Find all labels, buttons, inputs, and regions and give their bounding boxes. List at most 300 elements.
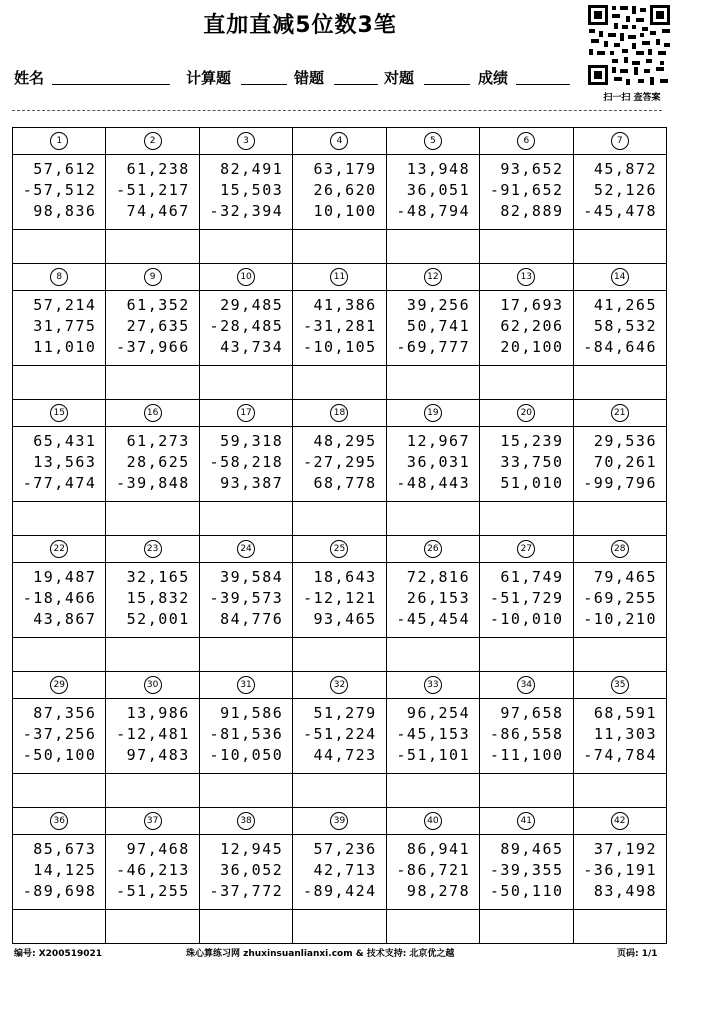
problem-number-cell: [480, 400, 573, 427]
problem-operand: -51,224: [302, 725, 377, 743]
problem-number-badge: 40: [424, 812, 442, 830]
problem-operand: -91,652: [489, 181, 564, 199]
problem-number-badge: 7: [611, 132, 629, 150]
problem-number-cell: [293, 400, 386, 427]
problem-row: [13, 699, 667, 774]
answer-row: [13, 910, 667, 944]
problem-number-badge: 1: [50, 132, 68, 150]
problem-operand: 27,635: [126, 317, 190, 335]
answer-box[interactable]: [106, 366, 199, 400]
problem-cell: [106, 155, 199, 230]
answer-box[interactable]: [573, 638, 666, 672]
answer-box[interactable]: [386, 638, 479, 672]
problem-operand: 74,467: [126, 202, 190, 220]
problem-cell: [293, 291, 386, 366]
problem-operand: 98,278: [406, 882, 471, 900]
answer-box[interactable]: [293, 910, 386, 944]
qr-code[interactable]: [586, 3, 672, 87]
problem-operand: 97,483: [126, 746, 190, 764]
answer-box[interactable]: [106, 774, 199, 808]
answer-box[interactable]: [13, 366, 106, 400]
problem-operand: 11,010: [33, 338, 97, 356]
count-label: 计算题: [186, 69, 232, 87]
problem-cell: [199, 291, 292, 366]
problem-number-cell: [386, 264, 479, 291]
answer-box[interactable]: [386, 774, 479, 808]
answer-box[interactable]: [199, 366, 292, 400]
problem-number-cell: [106, 536, 199, 563]
problem-operand: 93,387: [220, 474, 284, 492]
problem-operand: 51,279: [313, 704, 377, 722]
problem-number-badge: 32: [330, 676, 348, 694]
problem-operand: -74,784: [583, 746, 657, 764]
problem-number-badge: 36: [50, 812, 68, 830]
problem-operand: -45,478: [583, 202, 657, 220]
problem-number-cell: [293, 264, 386, 291]
problem-cell: [293, 155, 386, 230]
problem-cell: [573, 563, 666, 638]
problem-operand: -32,394: [209, 202, 284, 220]
answer-box[interactable]: [293, 366, 386, 400]
problem-number-cell: [480, 672, 573, 699]
problem-operand: -51,255: [116, 882, 190, 900]
problem-number-badge: 41: [517, 812, 535, 830]
problem-operand: -12,121: [302, 589, 377, 607]
problem-row: [13, 291, 667, 366]
problem-number-badge: 23: [144, 540, 162, 558]
problem-cell: [293, 427, 386, 502]
problem-cell: [13, 699, 106, 774]
problem-number-cell: [199, 264, 292, 291]
problem-number-badge: 25: [330, 540, 348, 558]
score-label: 成绩: [478, 69, 509, 87]
problem-operand: -10,105: [302, 338, 377, 356]
problem-cell: [386, 291, 479, 366]
problem-number-cell: [573, 536, 666, 563]
problem-operand: 15,503: [220, 181, 284, 199]
problem-operand: 97,468: [126, 840, 190, 858]
problem-number-cell: [573, 672, 666, 699]
problem-operand: 36,052: [220, 861, 284, 879]
problem-cell: [480, 563, 573, 638]
problem-cell: [480, 155, 573, 230]
problem-operand: -48,443: [396, 474, 471, 492]
problem-operand: 89,465: [500, 840, 564, 858]
problem-cell: [13, 835, 106, 910]
problem-operand: 12,945: [220, 840, 284, 858]
answer-box[interactable]: [106, 910, 199, 944]
problem-number-cell: [199, 400, 292, 427]
answer-box[interactable]: [293, 638, 386, 672]
problem-operand: 82,491: [220, 160, 284, 178]
problem-number-badge: 33: [424, 676, 442, 694]
answer-box[interactable]: [386, 366, 479, 400]
problem-number-badge: 9: [144, 268, 162, 286]
problem-operand: 57,612: [33, 160, 97, 178]
answer-row: [13, 366, 667, 400]
problem-operand: 36,031: [406, 453, 471, 471]
problem-number-badge: 11: [330, 268, 348, 286]
problem-cell: [386, 155, 479, 230]
answer-box[interactable]: [573, 910, 666, 944]
answer-row: [13, 638, 667, 672]
problem-cell: [13, 291, 106, 366]
problem-operand: -31,281: [302, 317, 377, 335]
problem-operand: 44,723: [313, 746, 377, 764]
problem-operand: 39,256: [406, 296, 471, 314]
problem-cell: [573, 291, 666, 366]
answer-row: [13, 230, 667, 264]
problem-operand: -45,454: [396, 610, 471, 628]
cut-line: [12, 110, 662, 111]
answer-box[interactable]: [386, 910, 479, 944]
problem-row: [13, 427, 667, 502]
problem-operand: 52,126: [593, 181, 657, 199]
problem-cell: [13, 155, 106, 230]
problem-cell: [573, 155, 666, 230]
problem-number-cell: [199, 672, 292, 699]
problem-operand: 18,643: [313, 568, 377, 586]
problem-operand: 63,179: [313, 160, 377, 178]
problem-number-cell: [13, 536, 106, 563]
problem-number-badge: 37: [144, 812, 162, 830]
problem-operand: 61,238: [126, 160, 190, 178]
problem-operand: -39,848: [116, 474, 190, 492]
problem-number-badge: 15: [50, 404, 68, 422]
right-label: 对题: [384, 69, 415, 87]
problem-number-badge: 2: [144, 132, 162, 150]
problem-cell: [480, 291, 573, 366]
problem-operand: 45,872: [593, 160, 657, 178]
problem-number-cell: [13, 808, 106, 835]
problem-operand: 51,010: [500, 474, 564, 492]
problem-operand: 82,889: [500, 202, 564, 220]
problem-operand: -69,777: [396, 338, 471, 356]
problem-number-badge: 16: [144, 404, 162, 422]
problem-number-badge: 39: [330, 812, 348, 830]
problem-cell: [199, 699, 292, 774]
problem-cell: [293, 699, 386, 774]
answer-box[interactable]: [573, 366, 666, 400]
problem-operand: 13,986: [126, 704, 190, 722]
problem-number-row: [13, 264, 667, 291]
problem-number-cell: [13, 672, 106, 699]
problem-operand: 98,836: [33, 202, 97, 220]
problem-number-cell: [106, 672, 199, 699]
problem-operand: 36,051: [406, 181, 471, 199]
problem-operand: 13,563: [33, 453, 97, 471]
problem-operand: 41,386: [313, 296, 377, 314]
problem-operand: -48,794: [396, 202, 471, 220]
problem-operand: 14,125: [33, 861, 97, 879]
problem-operand: -39,355: [489, 861, 564, 879]
problem-operand: -51,101: [396, 746, 471, 764]
answer-box[interactable]: [480, 910, 573, 944]
problem-number-cell: [386, 128, 479, 155]
problem-cell: [573, 427, 666, 502]
problem-number-badge: 28: [611, 540, 629, 558]
problem-cell: [480, 699, 573, 774]
problem-operand: 42,713: [313, 861, 377, 879]
problem-operand: 61,352: [126, 296, 190, 314]
problem-operand: -12,481: [116, 725, 190, 743]
answer-box[interactable]: [199, 502, 292, 536]
problem-number-badge: 19: [424, 404, 442, 422]
answer-row: [13, 774, 667, 808]
problem-number-cell: [386, 808, 479, 835]
problem-number-badge: 34: [517, 676, 535, 694]
problem-operand: -89,424: [302, 882, 377, 900]
problem-operand: 59,318: [220, 432, 284, 450]
problem-operand: 58,532: [593, 317, 657, 335]
answer-box[interactable]: [573, 502, 666, 536]
problem-operand: -77,474: [22, 474, 97, 492]
problem-operand: -37,966: [116, 338, 190, 356]
problem-number-cell: [13, 128, 106, 155]
count-field[interactable]: [241, 84, 287, 85]
answer-box[interactable]: [13, 502, 106, 536]
answer-box[interactable]: [13, 910, 106, 944]
problem-operand: 68,591: [593, 704, 657, 722]
problem-operand: -81,536: [209, 725, 284, 743]
problem-operand: -58,218: [209, 453, 284, 471]
problem-cell: [199, 835, 292, 910]
problem-cell: [13, 427, 106, 502]
problem-operand: -28,485: [209, 317, 284, 335]
problem-operand: 86,941: [406, 840, 471, 858]
problem-row: [13, 563, 667, 638]
problem-number-cell: [386, 400, 479, 427]
problem-operand: 93,465: [313, 610, 377, 628]
problem-number-cell: [293, 128, 386, 155]
problem-cell: [293, 835, 386, 910]
problem-number-row: [13, 536, 667, 563]
problem-operand: 72,816: [406, 568, 471, 586]
problem-operand: 50,741: [406, 317, 471, 335]
problem-operand: -86,558: [489, 725, 564, 743]
problem-cell: [106, 835, 199, 910]
wrong-field[interactable]: [334, 84, 378, 85]
problem-operand: 84,776: [220, 610, 284, 628]
problem-number-badge: 27: [517, 540, 535, 558]
problem-operand: -69,255: [583, 589, 657, 607]
problem-operand: 65,431: [33, 432, 97, 450]
right-field[interactable]: [424, 84, 470, 85]
problem-operand: 43,867: [33, 610, 97, 628]
problem-operand: -51,729: [489, 589, 564, 607]
problem-operand: 52,001: [126, 610, 190, 628]
problem-cell: [386, 563, 479, 638]
problem-number-cell: [106, 400, 199, 427]
problem-operand: 29,485: [220, 296, 284, 314]
problem-operand: 32,165: [126, 568, 190, 586]
problem-operand: -86,721: [396, 861, 471, 879]
problem-cell: [106, 563, 199, 638]
problem-cell: [386, 427, 479, 502]
problem-number-badge: 22: [50, 540, 68, 558]
problem-operand: 87,356: [33, 704, 97, 722]
problem-operand: 12,967: [406, 432, 471, 450]
answer-box[interactable]: [480, 502, 573, 536]
problem-number-cell: [573, 400, 666, 427]
problem-number-row: [13, 400, 667, 427]
problem-operand: -50,110: [489, 882, 564, 900]
problem-operand: -37,772: [209, 882, 284, 900]
problem-operand: -10,010: [489, 610, 564, 628]
problem-number-badge: 38: [237, 812, 255, 830]
answer-box[interactable]: [199, 774, 292, 808]
problem-operand: 61,749: [500, 568, 564, 586]
problem-operand: -84,646: [583, 338, 657, 356]
problem-cell: [386, 699, 479, 774]
problem-operand: 15,239: [500, 432, 564, 450]
problem-operand: 68,778: [313, 474, 377, 492]
problem-operand: 57,214: [33, 296, 97, 314]
problem-operand: -11,100: [489, 746, 564, 764]
problem-cell: [573, 835, 666, 910]
answer-box[interactable]: [13, 774, 106, 808]
answer-box[interactable]: [199, 230, 292, 264]
problem-number-cell: [573, 264, 666, 291]
problem-operand: 93,652: [500, 160, 564, 178]
student-info-row: [14, 64, 584, 90]
problem-operand: 48,295: [313, 432, 377, 450]
problem-operand: 96,254: [406, 704, 471, 722]
problem-number-cell: [199, 128, 292, 155]
problem-operand: -10,050: [209, 746, 284, 764]
problem-number-cell: [106, 128, 199, 155]
problem-operand: 39,584: [220, 568, 284, 586]
problem-operand: 83,498: [593, 882, 657, 900]
answer-box[interactable]: [293, 774, 386, 808]
problem-number-badge: 17: [237, 404, 255, 422]
problem-operand: -57,512: [22, 181, 97, 199]
problem-number-cell: [480, 264, 573, 291]
problem-number-badge: 4: [330, 132, 348, 150]
answer-box[interactable]: [573, 774, 666, 808]
answer-box[interactable]: [293, 502, 386, 536]
problem-number-badge: 14: [611, 268, 629, 286]
problem-number-badge: 3: [237, 132, 255, 150]
problem-number-row: [13, 128, 667, 155]
problem-number-cell: [480, 536, 573, 563]
name-field[interactable]: [52, 84, 170, 85]
problem-operand: 33,750: [500, 453, 564, 471]
problem-cell: [199, 155, 292, 230]
problem-number-cell: [106, 808, 199, 835]
problem-cell: [293, 563, 386, 638]
score-field[interactable]: [516, 84, 570, 85]
problem-operand: 37,192: [593, 840, 657, 858]
answer-box[interactable]: [199, 910, 292, 944]
problem-operand: -36,191: [583, 861, 657, 879]
problem-operand: 19,487: [33, 568, 97, 586]
problem-operand: 97,658: [500, 704, 564, 722]
answer-row: [13, 502, 667, 536]
page-title: 直加直减5位数3笔: [203, 13, 397, 38]
problem-number-cell: [106, 264, 199, 291]
problem-operand: 28,625: [126, 453, 190, 471]
answer-box[interactable]: [480, 230, 573, 264]
problem-operand: 31,775: [33, 317, 97, 335]
problem-cell: [13, 563, 106, 638]
problem-row: [13, 155, 667, 230]
problem-operand: -51,217: [116, 181, 190, 199]
answer-box[interactable]: [199, 638, 292, 672]
problem-number-row: [13, 808, 667, 835]
wrong-label: 错题: [294, 69, 325, 87]
problem-operand: 15,832: [126, 589, 190, 607]
problem-operand: -89,698: [22, 882, 97, 900]
answer-box[interactable]: [386, 230, 479, 264]
problem-number-badge: 21: [611, 404, 629, 422]
answer-box[interactable]: [13, 638, 106, 672]
problem-number-cell: [386, 536, 479, 563]
problem-cell: [106, 291, 199, 366]
problem-operand: -10,210: [583, 610, 657, 628]
footer-page: 页码: 1/1: [617, 949, 658, 959]
problem-number-cell: [13, 400, 106, 427]
problem-row: [13, 835, 667, 910]
problem-cell: [199, 427, 292, 502]
problem-number-cell: [573, 128, 666, 155]
problem-cell: [106, 427, 199, 502]
problem-cell: [480, 835, 573, 910]
name-label: 姓名: [14, 69, 45, 87]
answer-box[interactable]: [106, 230, 199, 264]
answer-box[interactable]: [106, 638, 199, 672]
answer-box[interactable]: [13, 230, 106, 264]
problem-operand: 29,536: [593, 432, 657, 450]
problem-cell: [106, 699, 199, 774]
problem-number-badge: 42: [611, 812, 629, 830]
problem-operand: 85,673: [33, 840, 97, 858]
answer-box[interactable]: [480, 774, 573, 808]
problem-operand: -18,466: [22, 589, 97, 607]
problem-operand: -50,100: [22, 746, 97, 764]
footer-site: 珠心算练习网 zhuxinsuanlianxi.com & 技术支持: 北京优之越: [186, 949, 455, 959]
problem-cell: [573, 699, 666, 774]
problem-operand: 79,465: [593, 568, 657, 586]
answer-box[interactable]: [573, 230, 666, 264]
problem-number-cell: [13, 264, 106, 291]
problem-number-cell: [573, 808, 666, 835]
problem-number-cell: [480, 128, 573, 155]
answer-box[interactable]: [293, 230, 386, 264]
problem-operand: 13,948: [406, 160, 471, 178]
problem-cell: [199, 563, 292, 638]
problem-number-badge: 20: [517, 404, 535, 422]
problem-operand: 62,206: [500, 317, 564, 335]
qr-caption: 扫一扫 查答案: [603, 93, 661, 103]
answer-box[interactable]: [480, 366, 573, 400]
problem-number-badge: 24: [237, 540, 255, 558]
problem-operand: -46,213: [116, 861, 190, 879]
problem-number-badge: 10: [237, 268, 255, 286]
problem-operand: 26,153: [406, 589, 471, 607]
problem-operand: 43,734: [220, 338, 284, 356]
problem-number-cell: [199, 808, 292, 835]
problem-operand: -45,153: [396, 725, 471, 743]
answer-box[interactable]: [480, 638, 573, 672]
problem-operand: 26,620: [313, 181, 377, 199]
answer-box[interactable]: [386, 502, 479, 536]
problem-number-badge: 31: [237, 676, 255, 694]
problem-operand: 17,693: [500, 296, 564, 314]
problem-number-badge: 26: [424, 540, 442, 558]
problem-number-badge: 30: [144, 676, 162, 694]
answer-box[interactable]: [106, 502, 199, 536]
